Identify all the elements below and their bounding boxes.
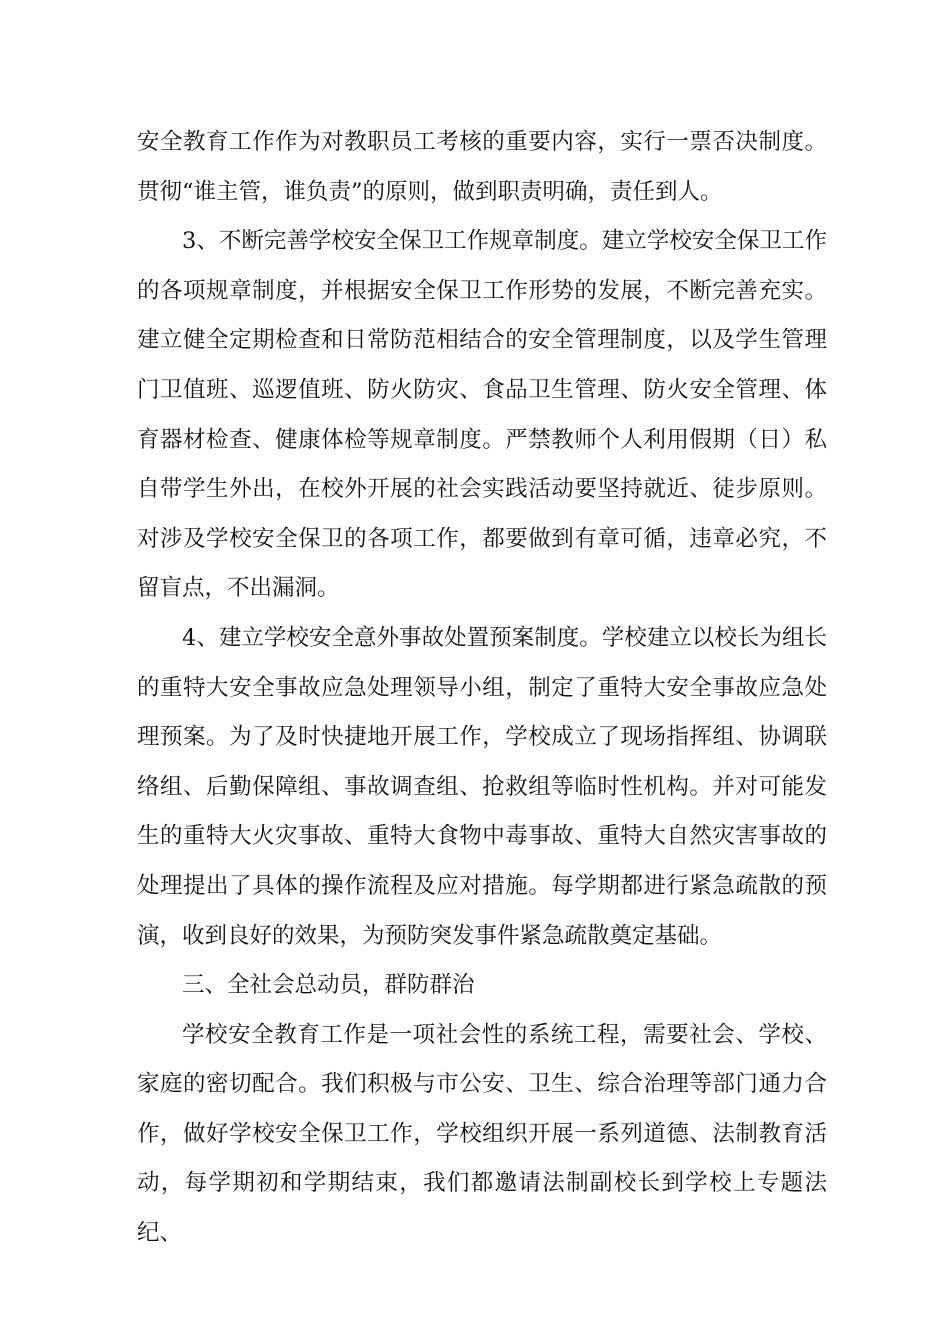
paragraph-emergency-plan: 4、建立学校安全意外事故处置预案制度。学校建立以校长为组长的重特大安全事故应急处理领导小组，制定了重特大安全事故应急处理预案。为了及时快捷地开展工作，学校成立了现场指挥组、协调联络组、后勤保障组、事故调查组、抢救组等临时性机构。并对可能发生的重特大火灾事故、重特大食物中毒事故、重特大自然灾害事故的处理提出了具体的操作流程及应对措施。每学期都进行紧急疏散的预演，收到良好的效果，为预防突发事件紧急疏散奠定基础。 bbox=[137, 624, 827, 949]
section-heading-community: 三、全社会总动员，群防群治 bbox=[182, 972, 475, 999]
paragraph-social-cooperation: 学校安全教育工作是一项社会性的系统工程，需要社会、学校、家庭的密切配合。我们积极与市公安、卫生、综合治理等部门通力合作，做好学校安全保卫工作，学校组织开展一系列道德、法制教育活动，每学期初和学期结束，我们都邀请法制副校长到学校上专题法纪、 bbox=[137, 1021, 827, 1247]
paragraph-assessment: 安全教育工作作为对教职员工考核的重要内容，实行一票否决制度。贯彻“谁主管，谁负责”的原则，做到职责明确，责任到人。 bbox=[137, 129, 827, 205]
document-body bbox=[137, 118, 827, 1259]
paragraph-rules-system: 3、不断完善学校安全保卫工作规章制度。建立学校安全保卫工作的各项规章制度，并根据安全保卫工作形势的发展，不断完善充实。建立健全定期检查和日常防范相结合的安全管理制度，以及学生管理门卫值班、巡逻值班、防火防灾、食品卫生管理、防火安全管理、体育器材检查、健康体检等规章制度。严禁教师个人利用假期（日）私自带学生外出，在校外开展的社会实践活动要坚持就近、徒步原则。对涉及学校安全保卫的各项工作，都要做到有章可循，违章必究，不留盲点，不出漏洞。 bbox=[137, 228, 827, 602]
